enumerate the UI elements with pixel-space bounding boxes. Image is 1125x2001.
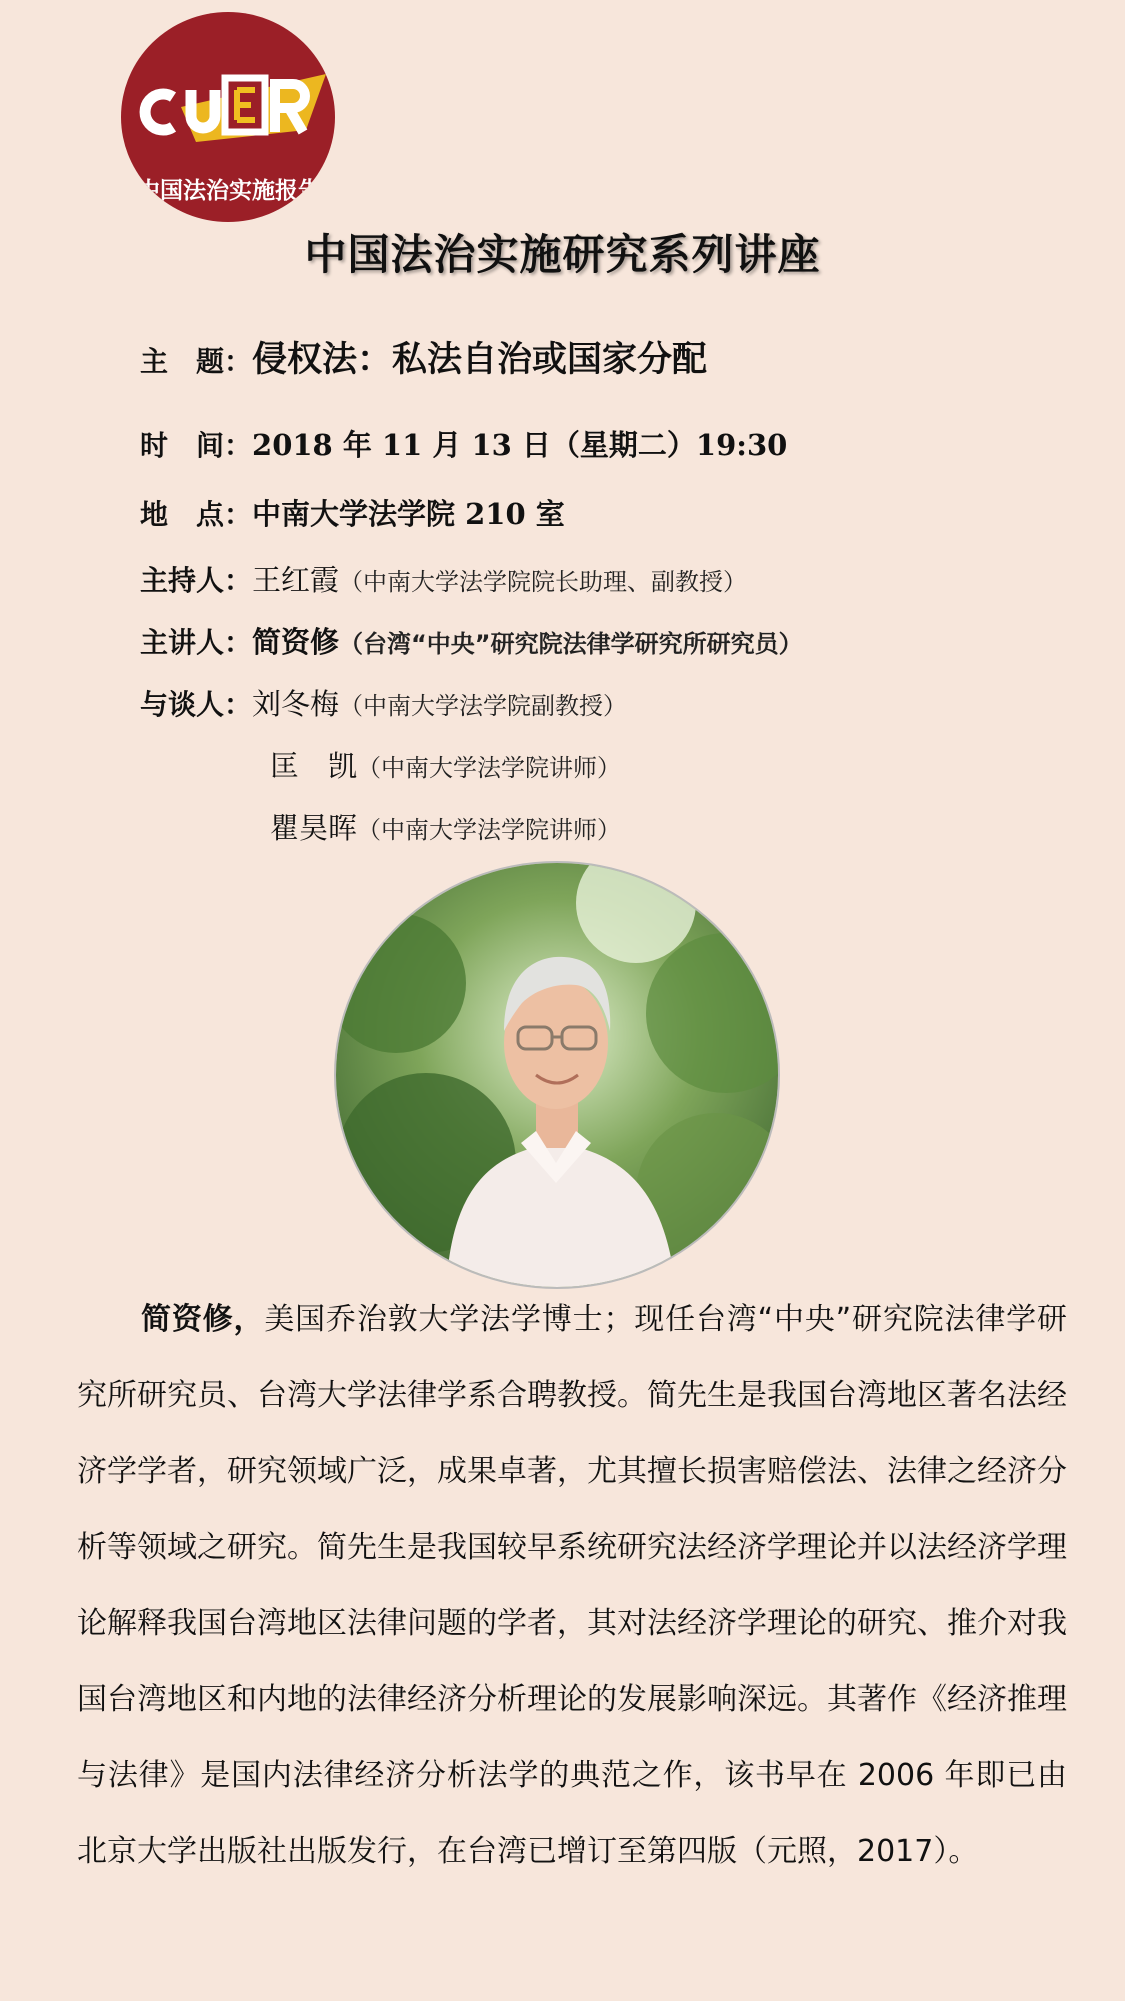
topic-row	[140, 332, 707, 382]
discussant-row	[140, 682, 627, 723]
discussant-name: 瞿昊晖	[270, 811, 358, 845]
page-title: 中国法治实施研究系列讲座	[304, 230, 821, 279]
discussants-label: 与谈人：	[140, 688, 253, 721]
discussant-note: （中南大学法学院副教授）	[339, 692, 628, 720]
speaker-photo	[334, 861, 780, 1289]
host-row	[140, 558, 747, 599]
time-value: 2018 年 11 月 13 日（星期二）19:30	[252, 428, 788, 462]
discussant-name: 匡 凯	[270, 749, 358, 783]
speaker-row	[140, 620, 803, 661]
discussant-name: 刘冬梅	[252, 687, 340, 721]
discussant-note: （中南大学法学院讲师）	[357, 754, 622, 782]
time-label: 时 间：	[140, 429, 253, 462]
place-row	[140, 492, 565, 533]
speaker-bio	[77, 1282, 1067, 1890]
discussant-note: （中南大学法学院讲师）	[357, 816, 622, 844]
topic-value: 侵权法：私法自治或国家分配	[252, 340, 708, 380]
speaker-photo-illustration	[336, 863, 780, 1289]
cuer-logo	[121, 12, 335, 222]
bio-text: 美国乔治敦大学法学博士；现任台湾“中央”研究院法律学研究所研究员、台湾大学法律学系合聘教授。简先生是我国台湾地区著名法经济学学者，研究领域广泛，成果卓著，尤其擅长损害赔偿法、法律之经济分析等领域之研究。简先生是我国较早系统研究法经济学理论并以法经济学理论解释我国台湾地区法律问题的学者，其对法经济学理论的研究、推介对我国台湾地区和内地的法律经济分析理论的发展影响深远。其著作《经济推理与法律》是国内法律经济分析法学的典范之作，该书早在 2006 年即已由北京大学出版社出版发行，在台湾已增订至第四版（元照，2017）。	[77, 1302, 1067, 1869]
place-value: 中南大学法学院 210 室	[252, 497, 565, 531]
host-name: 王红霞	[252, 563, 340, 597]
host-label: 主持人：	[140, 564, 253, 597]
logo-subtitle: 中国法治实施报告	[137, 178, 321, 204]
place-label: 地 点：	[140, 498, 253, 531]
speaker-name: 简资修	[252, 625, 340, 659]
time-row	[140, 423, 787, 464]
bio-speaker-name: 简资修，	[141, 1302, 265, 1337]
speaker-note: （台湾“中央”研究院法律学研究所研究员）	[339, 630, 803, 658]
discussant-row	[270, 806, 621, 847]
speaker-label: 主讲人：	[140, 626, 253, 659]
discussant-row	[270, 744, 621, 785]
topic-label: 主 题：	[140, 345, 253, 378]
host-note: （中南大学法学院院长助理、副教授）	[339, 568, 748, 596]
